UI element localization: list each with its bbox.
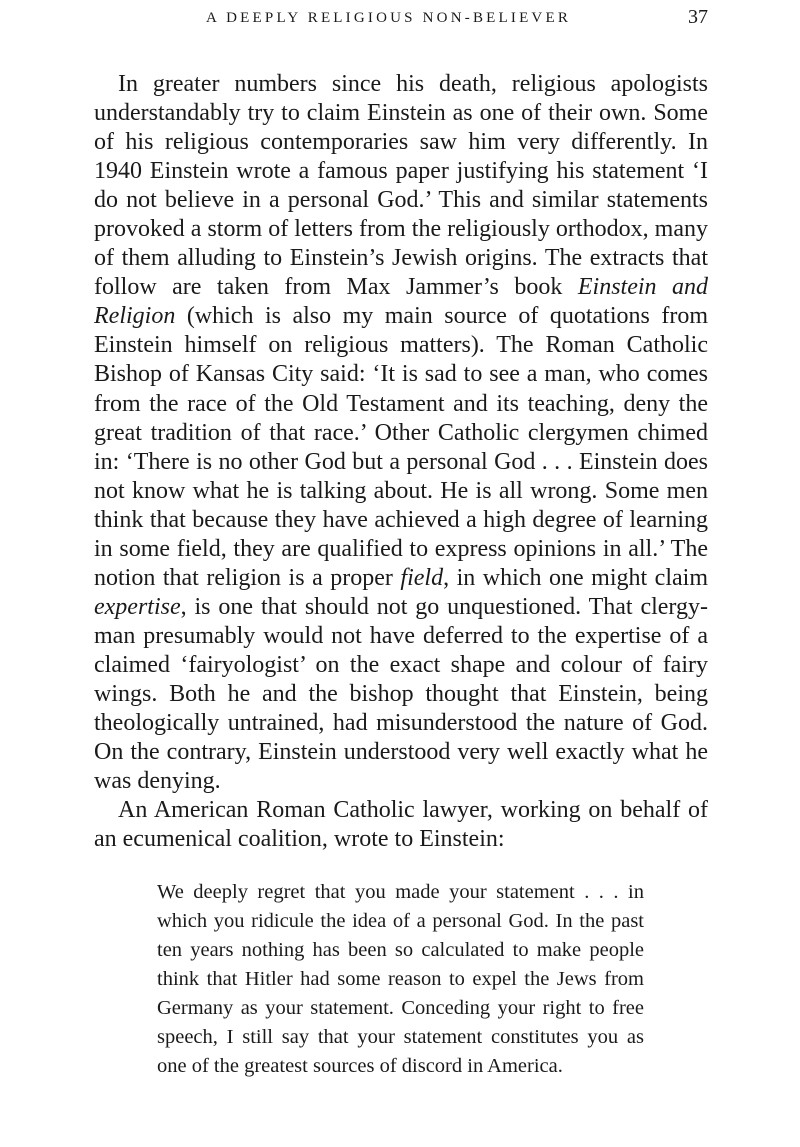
paragraph-1-part-2: (which is also my main source of quotations from Einstein himself on religious matters). The Roman Catholic Bishop of Kansas City said: ‘It is sad to see a man, who comes from the race of the Old Testament and its teaching, deny the great tradition of that race.’ Other Catholic clergymen chimed in: ‘There is no other God but a personal God . . . Einstein does not know what he is talking about. He is all wrong. Some men think that because they have achieved a high degree of learning in some field, they are qualified to express opinions in all.’ The notion that religion is a proper: [94, 303, 708, 591]
running-title: A DEEPLY RELIGIOUS NON-BELIEVER: [206, 10, 572, 26]
body-text: [94, 70, 708, 854]
paragraph-lawyer-letter: An American Roman Catholic lawyer, working on behalf of an ecumenical coalition, wrote to Einstein:: [94, 797, 708, 853]
running-header: [94, 6, 708, 34]
emphasis-expertise: expertise: [94, 593, 181, 620]
paragraph-1-part-1: In greater numbers since his death, religious apologists understandably try to claim Einstein as one of their own. Some of his religious contemporaries saw him very differently. In 1940 Einstein wrote a famous paper justifying his statement ‘I do not believe in a personal God.’ This and similar statements provoked a storm of letters from the religiously orthodox, many of them alluding to Einstein’s Jewish origins. The extracts that follow are taken from Max Jammer’s book: [94, 71, 708, 301]
block-quote: [157, 878, 644, 1081]
paragraph-einstein-claims: [94, 70, 708, 796]
paragraph-1-part-3: , in which one might claim: [443, 564, 708, 591]
block-quote-text: We deeply regret that you made your statement . . . in which you ridicule the idea of a personal God. In the past ten years nothing has been so calculated to make people think that Hitler had some reason to expel the Jews from Germany as your statement. Conceding your right to free speech, I still say that your statement constitutes you as one of the greatest sources of discord in America.: [157, 881, 644, 1077]
book-title-einstein-and-religion: Einstein and Religion: [94, 274, 709, 330]
emphasis-field: field: [400, 564, 444, 591]
page-number: 37: [688, 6, 708, 28]
paragraph-1-part-4: , is one that should not go unquestioned. That clergyman presumably would not have deferred to the expertise of a claimed ‘fairyologist’ on the exact shape and colour of fairy wings. Both he and the bishop thought that Einstein, being theologically untrained, had misunderstood the nature of God. On the contrary, Einstein understood very well exactly what he was denying.: [94, 593, 708, 795]
